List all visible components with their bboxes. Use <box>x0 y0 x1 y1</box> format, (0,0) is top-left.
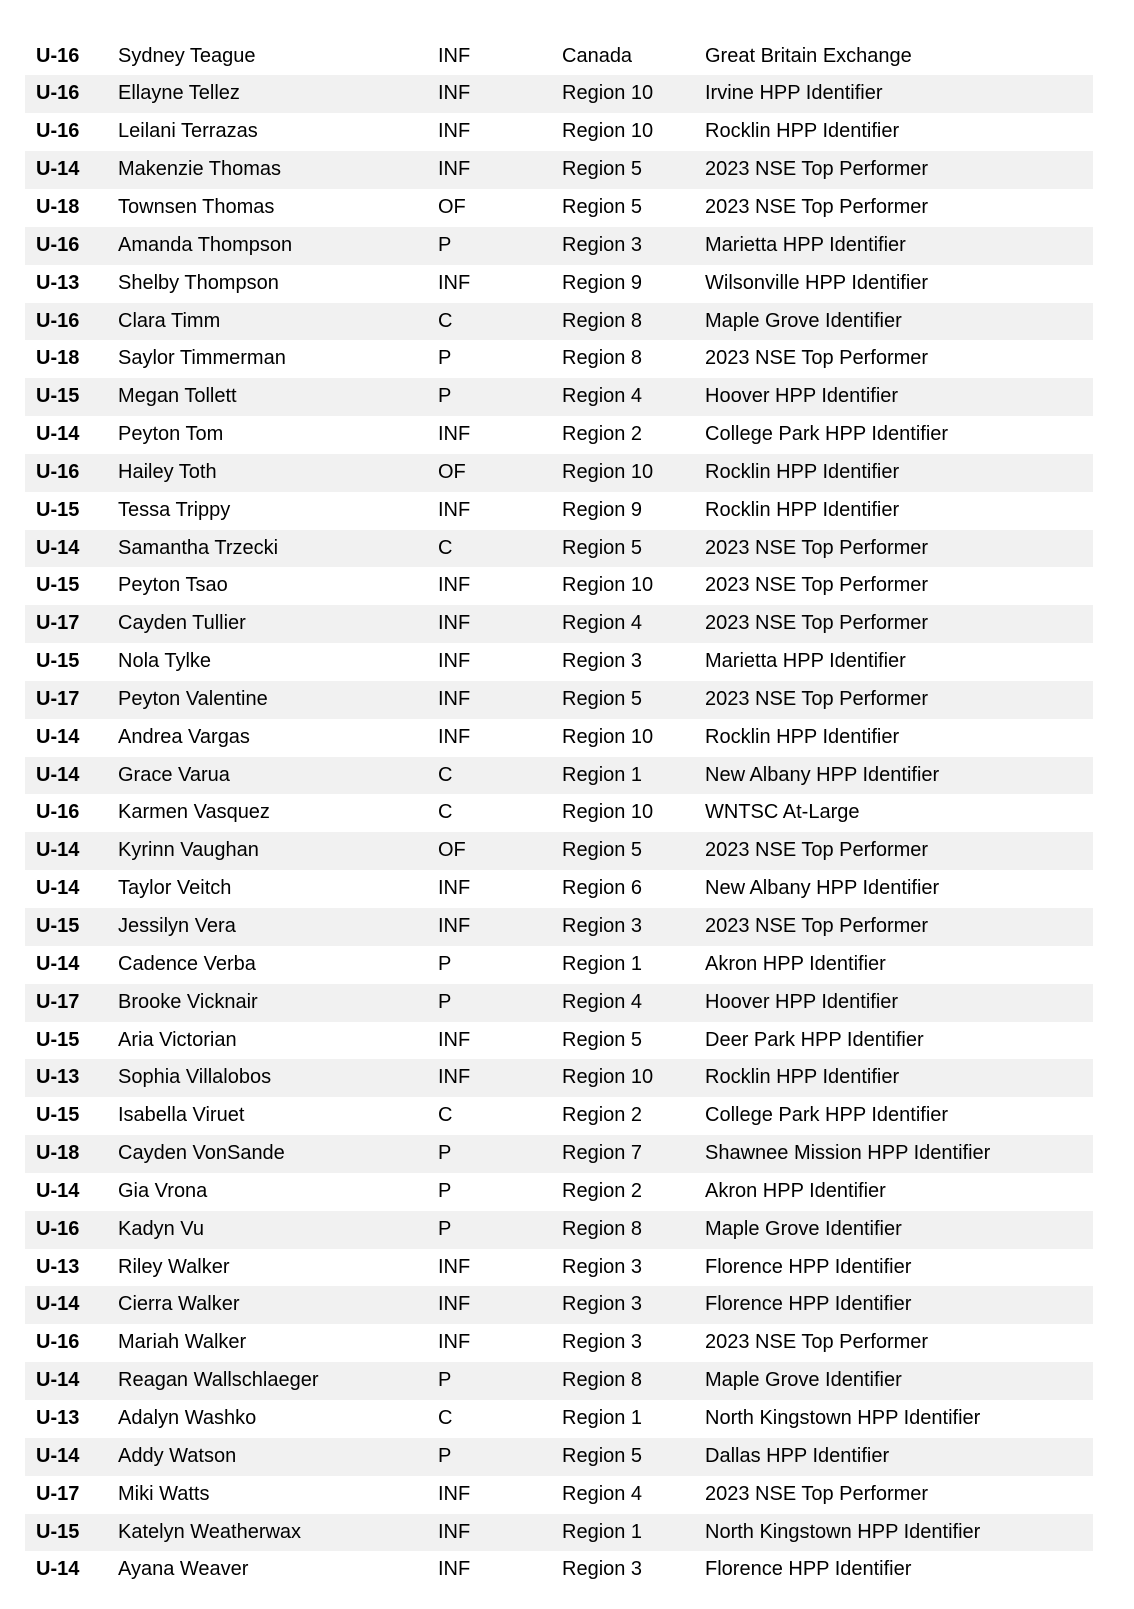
region-cell: Region 4 <box>562 385 643 408</box>
position-cell: INF <box>438 574 471 597</box>
selection-note-cell: College Park HPP Identifier <box>705 1104 949 1127</box>
player-name-cell: Adalyn Washko <box>118 1406 257 1429</box>
table-row <box>25 1249 1093 1287</box>
selection-note-cell: Rocklin HPP Identifier <box>705 120 900 143</box>
position-cell: INF <box>438 498 471 521</box>
selection-note-cell: Akron HPP Identifier <box>705 1179 886 1202</box>
age-division-cell: U-16 <box>36 309 80 332</box>
age-division-cell: U-16 <box>36 1331 80 1354</box>
position-cell: C <box>438 763 453 786</box>
age-division-cell: U-15 <box>36 1028 80 1051</box>
table-row <box>25 75 1093 113</box>
table-row <box>25 1022 1093 1060</box>
position-cell: INF <box>438 1255 471 1278</box>
table-row <box>25 1135 1093 1173</box>
position-cell: INF <box>438 44 471 67</box>
player-name-cell: Sydney Teague <box>118 44 256 67</box>
region-cell: Region 1 <box>562 1520 643 1543</box>
age-division-cell: U-14 <box>36 158 80 181</box>
region-cell: Region 10 <box>562 1066 654 1089</box>
position-cell: OF <box>438 195 466 218</box>
age-division-cell: U-16 <box>36 120 80 143</box>
region-cell: Region 2 <box>562 1179 643 1202</box>
region-cell: Region 1 <box>562 763 643 786</box>
age-division-cell: U-15 <box>36 650 80 673</box>
player-name-cell: Karmen Vasquez <box>118 801 270 824</box>
table-row <box>25 265 1093 303</box>
selection-note-cell: Maple Grove Identifier <box>705 309 902 332</box>
player-name-cell: Isabella Viruet <box>118 1104 245 1127</box>
region-cell: Region 5 <box>562 839 643 862</box>
table-row <box>25 378 1093 416</box>
position-cell: P <box>438 952 452 975</box>
player-name-cell: Sophia Villalobos <box>118 1066 272 1089</box>
age-division-cell: U-16 <box>36 801 80 824</box>
region-cell: Region 5 <box>562 1444 643 1467</box>
position-cell: INF <box>438 1028 471 1051</box>
position-cell: C <box>438 801 453 824</box>
table-row <box>25 984 1093 1022</box>
age-division-cell: U-13 <box>36 1255 80 1278</box>
position-cell: INF <box>438 82 471 105</box>
region-cell: Region 8 <box>562 347 643 370</box>
region-cell: Region 1 <box>562 1406 643 1429</box>
region-cell: Region 10 <box>562 120 654 143</box>
selection-note-cell: Dallas HPP Identifier <box>705 1444 890 1467</box>
selection-note-cell: Maple Grove Identifier <box>705 1217 902 1240</box>
player-name-cell: Miki Watts <box>118 1482 210 1505</box>
region-cell: Region 10 <box>562 801 654 824</box>
selection-note-cell: Deer Park HPP Identifier <box>705 1028 924 1051</box>
position-cell: C <box>438 1104 453 1127</box>
table-row <box>25 1476 1093 1514</box>
selection-note-cell: Rocklin HPP Identifier <box>705 725 900 748</box>
age-division-cell: U-16 <box>36 44 80 67</box>
player-name-cell: Hailey Toth <box>118 460 217 483</box>
selection-note-cell: Florence HPP Identifier <box>705 1558 912 1581</box>
table-row <box>25 757 1093 795</box>
selection-note-cell: Florence HPP Identifier <box>705 1293 912 1316</box>
position-cell: INF <box>438 877 471 900</box>
player-name-cell: Cierra Walker <box>118 1293 240 1316</box>
position-cell: C <box>438 1406 453 1429</box>
player-name-cell: Saylor Timmerman <box>118 347 286 370</box>
age-division-cell: U-13 <box>36 1066 80 1089</box>
region-cell: Region 10 <box>562 82 654 105</box>
selection-note-cell: 2023 NSE Top Performer <box>705 687 929 710</box>
table-row <box>25 1362 1093 1400</box>
position-cell: INF <box>438 612 471 635</box>
table-row <box>25 1514 1093 1552</box>
selection-note-cell: North Kingstown HPP Identifier <box>705 1520 981 1543</box>
region-cell: Region 4 <box>562 990 643 1013</box>
player-name-cell: Amanda Thompson <box>118 233 293 256</box>
position-cell: C <box>438 309 453 332</box>
region-cell: Canada <box>562 44 633 67</box>
player-name-cell: Leilani Terrazas <box>118 120 258 143</box>
table-row <box>25 38 1093 76</box>
position-cell: C <box>438 536 453 559</box>
region-cell: Region 9 <box>562 271 643 294</box>
player-name-cell: Gia Vrona <box>118 1179 208 1202</box>
region-cell: Region 5 <box>562 158 643 181</box>
region-cell: Region 3 <box>562 1558 643 1581</box>
selection-note-cell: Maple Grove Identifier <box>705 1369 902 1392</box>
selection-note-cell: Shawnee Mission HPP Identifier <box>705 1142 991 1165</box>
position-cell: OF <box>438 460 466 483</box>
player-name-cell: Nola Tylke <box>118 650 212 673</box>
player-name-cell: Aria Victorian <box>118 1028 237 1051</box>
region-cell: Region 10 <box>562 574 654 597</box>
age-division-cell: U-14 <box>36 763 80 786</box>
table-row <box>25 113 1093 151</box>
age-division-cell: U-14 <box>36 1558 80 1581</box>
selection-note-cell: 2023 NSE Top Performer <box>705 612 929 635</box>
selection-note-cell: 2023 NSE Top Performer <box>705 839 929 862</box>
age-division-cell: U-14 <box>36 725 80 748</box>
age-division-cell: U-14 <box>36 952 80 975</box>
player-name-cell: Tessa Trippy <box>118 498 231 521</box>
player-name-cell: Grace Varua <box>118 763 230 786</box>
table-row <box>25 1438 1093 1476</box>
position-cell: INF <box>438 271 471 294</box>
region-cell: Region 5 <box>562 687 643 710</box>
region-cell: Region 2 <box>562 1104 643 1127</box>
table-row <box>25 1097 1093 1135</box>
position-cell: INF <box>438 915 471 937</box>
position-cell: P <box>438 990 452 1013</box>
age-division-cell: U-17 <box>36 687 80 710</box>
player-name-cell: Mariah Walker <box>118 1331 247 1354</box>
age-division-cell: U-14 <box>36 1444 80 1467</box>
player-name-cell: Brooke Vicknair <box>118 990 258 1013</box>
table-row <box>25 794 1093 832</box>
region-cell: Region 5 <box>562 1028 643 1051</box>
player-name-cell: Cayden Tullier <box>118 612 246 635</box>
age-division-cell: U-13 <box>36 1406 80 1429</box>
table-row <box>25 643 1093 681</box>
position-cell: INF <box>438 158 471 181</box>
age-division-cell: U-15 <box>36 1520 80 1543</box>
player-name-cell: Ayana Weaver <box>118 1558 249 1581</box>
region-cell: Region 6 <box>562 877 643 900</box>
region-cell: Region 3 <box>562 1293 643 1316</box>
position-cell: INF <box>438 1293 471 1316</box>
region-cell: Region 9 <box>562 498 643 521</box>
selection-note-cell: 2023 NSE Top Performer <box>705 1331 929 1354</box>
age-division-cell: U-18 <box>36 195 80 218</box>
position-cell: INF <box>438 1331 471 1354</box>
selection-note-cell: 2023 NSE Top Performer <box>705 158 929 181</box>
position-cell: OF <box>438 839 466 862</box>
region-cell: Region 10 <box>562 725 654 748</box>
player-name-cell: Riley Walker <box>118 1255 230 1278</box>
table-row <box>25 303 1093 341</box>
table-row <box>25 832 1093 870</box>
selection-note-cell: 2023 NSE Top Performer <box>705 1482 929 1505</box>
selection-note-cell: Rocklin HPP Identifier <box>705 498 900 521</box>
selection-note-cell: Rocklin HPP Identifier <box>705 1066 900 1089</box>
region-cell: Region 3 <box>562 233 643 256</box>
position-cell: INF <box>438 1520 471 1543</box>
region-cell: Region 8 <box>562 1369 643 1392</box>
selection-note-cell: Hoover HPP Identifier <box>705 990 899 1013</box>
table-row <box>25 870 1093 908</box>
position-cell: P <box>438 347 452 370</box>
age-division-cell: U-14 <box>36 877 80 900</box>
table-row <box>25 1551 1093 1589</box>
table-row <box>25 492 1093 530</box>
table-row <box>25 454 1093 492</box>
age-division-cell: U-17 <box>36 1482 80 1505</box>
player-name-cell: Reagan Wallschlaeger <box>118 1369 319 1392</box>
table-row <box>25 605 1093 643</box>
selection-note-cell: Florence HPP Identifier <box>705 1255 912 1278</box>
selection-note-cell: New Albany HPP Identifier <box>705 763 940 786</box>
player-name-cell: Townsen Thomas <box>118 195 275 218</box>
selection-note-cell: Marietta HPP Identifier <box>705 233 906 256</box>
selection-note-cell: New Albany HPP Identifier <box>705 877 940 900</box>
player-name-cell: Katelyn Weatherwax <box>118 1520 302 1543</box>
age-division-cell: U-14 <box>36 1179 80 1202</box>
player-name-cell: Kadyn Vu <box>118 1217 204 1240</box>
selection-note-cell: North Kingstown HPP Identifier <box>705 1406 981 1429</box>
table-row <box>25 340 1093 378</box>
player-name-cell: Peyton Tom <box>118 423 224 446</box>
selection-note-cell: 2023 NSE Top Performer <box>705 915 929 937</box>
position-cell: P <box>438 1179 452 1202</box>
region-cell: Region 8 <box>562 309 643 332</box>
position-cell: P <box>438 233 452 256</box>
position-cell: INF <box>438 423 471 446</box>
table-row <box>25 227 1093 265</box>
selection-note-cell: College Park HPP Identifier <box>705 423 949 446</box>
age-division-cell: U-16 <box>36 233 80 256</box>
position-cell: P <box>438 1142 452 1165</box>
player-roster-table <box>25 38 1093 1590</box>
region-cell: Region 5 <box>562 195 643 218</box>
selection-note-cell: Hoover HPP Identifier <box>705 385 899 408</box>
player-name-cell: Peyton Tsao <box>118 574 228 597</box>
age-division-cell: U-15 <box>36 574 80 597</box>
player-name-cell: Andrea Vargas <box>118 725 250 748</box>
age-division-cell: U-14 <box>36 1293 80 1316</box>
position-cell: P <box>438 1444 452 1467</box>
selection-note-cell: 2023 NSE Top Performer <box>705 536 929 559</box>
table-row <box>25 1211 1093 1249</box>
table-row <box>25 719 1093 757</box>
age-division-cell: U-16 <box>36 460 80 483</box>
player-name-cell: Shelby Thompson <box>118 271 279 294</box>
player-name-cell: Ellayne Tellez <box>118 82 240 105</box>
player-name-cell: Cadence Verba <box>118 952 256 975</box>
table-row <box>25 681 1093 719</box>
age-division-cell: U-15 <box>36 1104 80 1127</box>
table-row <box>25 530 1093 568</box>
age-division-cell: U-15 <box>36 915 80 937</box>
selection-note-cell: Great Britain Exchange <box>705 44 912 67</box>
age-division-cell: U-14 <box>36 839 80 862</box>
age-division-cell: U-17 <box>36 990 80 1013</box>
position-cell: INF <box>438 1066 471 1089</box>
region-cell: Region 3 <box>562 1255 643 1278</box>
age-division-cell: U-16 <box>36 82 80 105</box>
age-division-cell: U-17 <box>36 612 80 635</box>
region-cell: Region 5 <box>562 536 643 559</box>
age-division-cell: U-16 <box>36 1217 80 1240</box>
age-division-cell: U-18 <box>36 1142 80 1165</box>
age-division-cell: U-18 <box>36 347 80 370</box>
selection-note-cell: Irvine HPP Identifier <box>705 82 883 105</box>
player-name-cell: Makenzie Thomas <box>118 158 282 181</box>
age-division-cell: U-13 <box>36 271 80 294</box>
selection-note-cell: Wilsonville HPP Identifier <box>705 271 929 294</box>
position-cell: INF <box>438 725 471 748</box>
table-row <box>25 1059 1093 1097</box>
age-division-cell: U-14 <box>36 1369 80 1392</box>
player-name-cell: Taylor Veitch <box>118 877 232 900</box>
selection-note-cell: 2023 NSE Top Performer <box>705 347 929 370</box>
player-name-cell: Megan Tollett <box>118 385 237 408</box>
region-cell: Region 7 <box>562 1142 643 1165</box>
table-row <box>25 1324 1093 1362</box>
table-row <box>25 567 1093 605</box>
table-row <box>25 946 1093 984</box>
player-name-cell: Cayden VonSande <box>118 1142 285 1165</box>
player-name-cell: Clara Timm <box>118 309 221 332</box>
table-row <box>25 189 1093 227</box>
position-cell: P <box>438 1217 452 1240</box>
player-name-cell: Samantha Trzecki <box>118 536 279 559</box>
selection-note-cell: 2023 NSE Top Performer <box>705 574 929 597</box>
region-cell: Region 4 <box>562 612 643 635</box>
selection-note-cell: Akron HPP Identifier <box>705 952 886 975</box>
selection-note-cell: WNTSC At-Large <box>705 801 860 824</box>
position-cell: INF <box>438 120 471 143</box>
region-cell: Region 10 <box>562 460 654 483</box>
position-cell: P <box>438 385 452 408</box>
region-cell: Region 1 <box>562 952 643 975</box>
region-cell: Region 8 <box>562 1217 643 1240</box>
region-cell: Region 3 <box>562 915 643 937</box>
region-cell: Region 3 <box>562 1331 643 1354</box>
position-cell: INF <box>438 650 471 673</box>
position-cell: INF <box>438 1558 471 1581</box>
player-name-cell: Jessilyn Vera <box>118 915 236 937</box>
table-row <box>25 1286 1093 1324</box>
selection-note-cell: Rocklin HPP Identifier <box>705 460 900 483</box>
age-division-cell: U-15 <box>36 498 80 521</box>
position-cell: P <box>438 1369 452 1392</box>
table-row <box>25 1400 1093 1438</box>
position-cell: INF <box>438 1482 471 1505</box>
table-row <box>25 1173 1093 1211</box>
player-name-cell: Kyrinn Vaughan <box>118 839 259 862</box>
player-name-cell: Peyton Valentine <box>118 687 268 710</box>
table-row <box>25 416 1093 454</box>
selection-note-cell: Marietta HPP Identifier <box>705 650 906 673</box>
selection-note-cell: 2023 NSE Top Performer <box>705 195 929 218</box>
age-division-cell: U-15 <box>36 385 80 408</box>
region-cell: Region 4 <box>562 1482 643 1505</box>
age-division-cell: U-14 <box>36 423 80 446</box>
position-cell: INF <box>438 687 471 710</box>
region-cell: Region 3 <box>562 650 643 673</box>
player-name-cell: Addy Watson <box>118 1444 237 1467</box>
age-division-cell: U-14 <box>36 536 80 559</box>
table-row <box>25 151 1093 189</box>
table-row <box>25 908 1093 946</box>
region-cell: Region 2 <box>562 423 643 446</box>
